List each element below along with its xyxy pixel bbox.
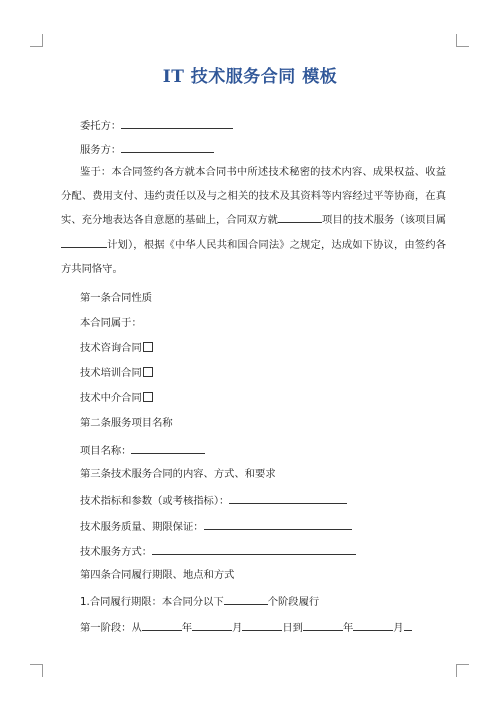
stage1-end-year-blank[interactable] — [303, 620, 343, 631]
plan-blank[interactable] — [61, 237, 107, 248]
preamble-part1: 鉴于：本合同签约各方就本合同书中所述技术秘密的技术内容、成果权益、收益分配、费用支付、违约责任以及与之相关的技术及其资料等内容经过平等协商，在真实、充分地表达各自意愿的基础上，合同双方就 — [61, 166, 446, 227]
stage1-month1: 月 — [232, 622, 243, 634]
preamble-part3: 计划），根据《中华人民共和国合同法》之规定，达成如下协议，由签约各方共同恪守。 — [61, 238, 446, 275]
tech-indicators-line — [80, 493, 347, 508]
section3-title: 第三条技术服务合同的内容、方式、和要求 — [80, 468, 276, 480]
corner-mark-bottom-right — [456, 664, 469, 677]
preamble-paragraph — [61, 160, 446, 281]
client-line — [80, 118, 233, 133]
provider-line — [80, 142, 214, 157]
stage1-year1: 年 — [181, 622, 193, 634]
option-training — [80, 367, 153, 380]
stage1-start-year-blank[interactable] — [142, 620, 182, 631]
section4-title: 第四条合同履行期限、地点和方式 — [80, 569, 235, 581]
project-name-line — [80, 443, 205, 458]
stage1-label: 第一阶段：从 — [80, 622, 142, 634]
stage1-start-month-blank[interactable] — [192, 620, 232, 631]
stage1-line — [80, 620, 412, 635]
document-title — [0, 62, 500, 87]
stage1-start-day-blank[interactable] — [242, 620, 282, 631]
provider-blank[interactable] — [121, 142, 214, 153]
title-prefix: IT — [162, 67, 185, 87]
option-intermediary — [80, 392, 153, 405]
corner-mark-bottom-left — [30, 664, 43, 677]
term-suffix: 个阶段履行 — [267, 596, 320, 608]
client-label: 委托方： — [80, 120, 122, 132]
option-training-checkbox[interactable] — [143, 367, 153, 377]
term-line — [80, 594, 319, 609]
stage1-month2: 月 — [393, 622, 404, 634]
corner-mark-top-right — [456, 34, 469, 47]
quality-blank[interactable] — [204, 519, 352, 530]
method-blank[interactable] — [152, 544, 356, 555]
option-intermediary-label: 技术中介合同 — [80, 392, 142, 404]
stage1-day1: 日到 — [282, 622, 303, 634]
method-label: 技术服务方式： — [80, 546, 153, 558]
quality-label: 技术服务质量、期限保证： — [80, 521, 204, 533]
tech-indicators-blank[interactable] — [229, 493, 347, 504]
corner-mark-top-left — [30, 34, 43, 47]
preamble-part2: 项目的技术服务（该项目属 — [322, 214, 446, 227]
option-consulting-checkbox[interactable] — [143, 342, 153, 352]
stage-count-blank[interactable] — [224, 594, 268, 605]
option-consulting-label: 技术咨询合同 — [80, 342, 142, 354]
tech-indicators-label: 技术指标和参数（或考核指标）： — [80, 495, 230, 507]
section2-title: 第二条服务项目名称 — [80, 417, 173, 429]
option-consulting — [80, 342, 153, 355]
option-training-label: 技术培训合同 — [80, 367, 142, 379]
project-name-label: 项目名称： — [80, 445, 132, 457]
method-line — [80, 544, 356, 559]
project-name-blank[interactable] — [131, 443, 205, 454]
section1-title: 第一条合同性质 — [80, 292, 153, 304]
stage1-end-month-blank[interactable] — [353, 620, 393, 631]
stage1-year2: 年 — [342, 622, 354, 634]
section1-intro: 本合同属于： — [80, 317, 142, 329]
client-blank[interactable] — [121, 118, 233, 129]
stage1-end-day-blank[interactable] — [404, 620, 412, 631]
provider-label: 服务方： — [80, 144, 122, 156]
quality-line — [80, 519, 352, 534]
option-intermediary-checkbox[interactable] — [143, 392, 153, 402]
term-prefix: 1.合同履行期限：本合同分以下 — [80, 596, 224, 608]
title-rest: 技术服务合同 模板 — [184, 67, 338, 87]
project-blank[interactable] — [278, 212, 322, 223]
